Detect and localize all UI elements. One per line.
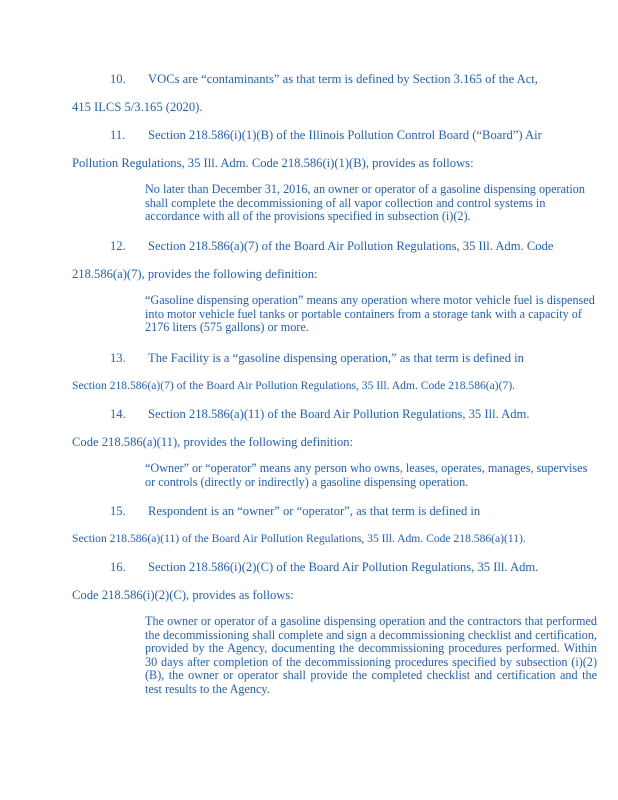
paragraph-text: Section 218.586(a)(7) of the Board Air Pollution Regulations, 35 Ill. Adm. Code — [148, 239, 554, 253]
paragraph-16-line-1 — [110, 559, 538, 575]
paragraph-number: 14. — [110, 407, 126, 421]
paragraph-11-line-1 — [110, 127, 542, 143]
paragraph-10-line-1 — [110, 71, 538, 87]
paragraph-15-line-2: Section 218.586(a)(11) of the Board Air Pollution Regulations, 35 Ill. Adm. Code 218.586(a)(11). — [72, 532, 526, 545]
paragraph-16-line-2: Code 218.586(i)(2)(C), provides as follows: — [72, 588, 294, 602]
paragraph-12-line-1 — [110, 238, 553, 254]
paragraph-13-line-1 — [110, 350, 524, 366]
paragraph-text: Section 218.586(i)(2)(C) of the Board Air Pollution Regulations, 35 Ill. Adm. — [148, 560, 539, 574]
block-quote-11: No later than December 31, 2016, an owner or operator of a gasoline dispensing operation shall complete the decommissioning of all vapor collection and control systems in accordance with all of the provisions specified in subsection (i)(2). — [145, 182, 585, 224]
paragraph-10-line-2: 415 ILCS 5/3.165 (2020). — [72, 100, 203, 114]
paragraph-number: 11. — [110, 128, 126, 142]
paragraph-text: The Facility is a “gasoline dispensing operation,” as that term is defined in — [148, 351, 524, 365]
paragraph-number: 10. — [110, 72, 126, 86]
paragraph-12-line-2: 218.586(a)(7), provides the following definition: — [72, 267, 318, 281]
paragraph-15-line-1 — [110, 503, 480, 519]
paragraph-13-line-2: Section 218.586(a)(7) of the Board Air Pollution Regulations, 35 Ill. Adm. Code 218.586(a)(7). — [72, 379, 516, 392]
paragraph-text: VOCs are “contaminants” as that term is defined by Section 3.165 of the Act, — [148, 72, 538, 86]
paragraph-text: Section 218.586(i)(1)(B) of the Illinois Pollution Control Board (“Board”) Air — [148, 128, 542, 142]
block-quote-16: The owner or operator of a gasoline dispensing operation and the contractors that performed the decommissioning shall complete and sign a decommissioning checklist and certification, provided by the Agency, documenting the decommissioning procedures performed. Within 30 days after completion of the decommissioning procedures specified by subsection (i)(2)(B), the owner or operator shall provide the completed checklist and certification and the test results to the Agency. — [145, 614, 597, 696]
paragraph-number: 15. — [110, 504, 126, 518]
block-quote-12: “Gasoline dispensing operation” means any operation where motor vehicle fuel is dispensed into motor vehicle fuel tanks or portable containers from a storage tank with a capacity of 2176 liters (575 gallons) or more. — [145, 293, 595, 335]
block-quote-14: “Owner” or “operator” means any person who owns, leases, operates, manages, supervises or controls (directly or indirectly) a gasoline dispensing operation. — [145, 461, 588, 489]
paragraph-14-line-2: Code 218.586(a)(11), provides the following definition: — [72, 435, 354, 449]
paragraph-number: 13. — [110, 351, 126, 365]
paragraph-number: 12. — [110, 239, 126, 253]
paragraph-11-line-2: Pollution Regulations, 35 Ill. Adm. Code 218.586(i)(1)(B), provides as follows: — [72, 156, 474, 170]
paragraph-text: Section 218.586(a)(11) of the Board Air Pollution Regulations, 35 Ill. Adm. — [148, 407, 530, 421]
paragraph-number: 16. — [110, 560, 126, 574]
paragraph-text: Respondent is an “owner” or “operator”, as that term is defined in — [148, 504, 481, 518]
paragraph-14-line-1 — [110, 406, 530, 422]
